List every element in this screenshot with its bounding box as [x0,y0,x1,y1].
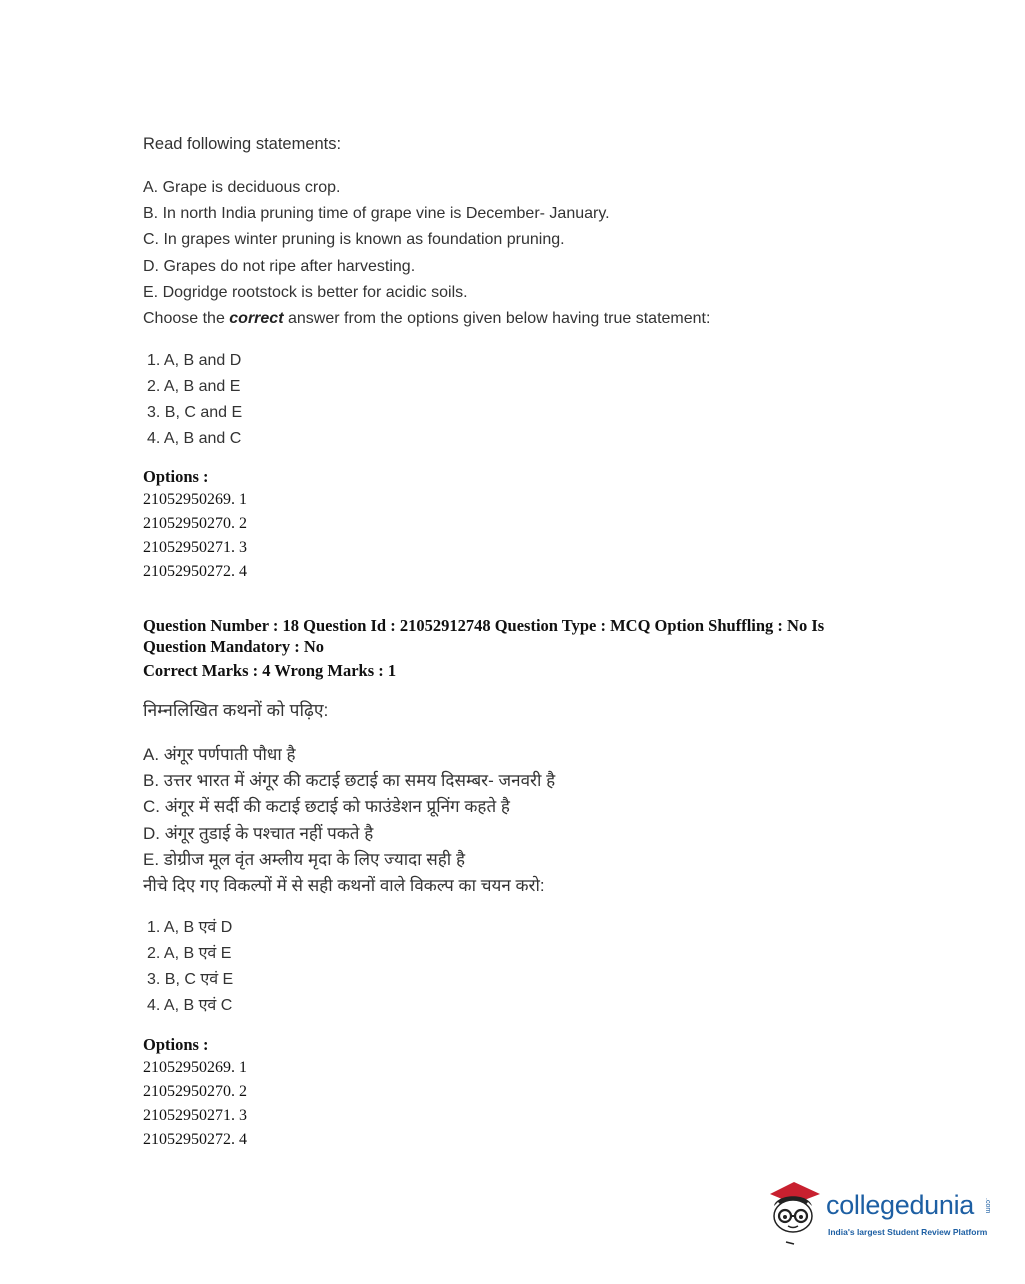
options-heading: Options : [143,467,209,486]
option-id-2: 21052950270. 2 [143,1083,247,1100]
statement-a: A. Grape is deciduous crop. [143,179,341,196]
option-id-4: 21052950272. 4 [143,1131,247,1148]
answer-1-hi: 1. A, B एवं D [147,919,233,937]
statement-d: D. Grapes do not ripe after harvesting. [143,257,416,275]
logo-brand: collegedunia [826,1190,975,1220]
answer-list [143,348,710,452]
mascot-icon [764,1176,824,1246]
answer-1: 1. A, B and D [147,352,242,370]
logo-tagline: India's largest Student Review Platform [828,1227,988,1237]
statement-e-hi: E. डोग्रीज मूल वृंत अम्लीय मृदा के लिए ज्यादा सही है [143,849,465,869]
options-block-2 [143,1033,247,1152]
statement-d-hi: D. अंगूर तुडाई के पश्चात नहीं पकते है [143,823,374,843]
option-id-3: 21052950271. 3 [143,539,247,556]
choose-emphasis: correct [229,310,284,328]
option-id-1: 21052950269. 1 [143,1059,247,1076]
answer-list-hi [143,915,555,1019]
question-intro-hi: निम्नलिखित कथनों को पढ़िए: [143,700,329,720]
question-intro: Read following statements: [143,135,342,153]
question-en [143,133,710,452]
answer-3-hi: 3. B, C एवं E [147,971,234,989]
option-id-4: 21052950272. 4 [143,563,247,580]
choose-prefix: Choose the [143,310,230,328]
option-id-3: 21052950271. 3 [143,1107,247,1124]
choose-suffix: answer from the options given below having true statement: [283,310,711,328]
statement-a-hi: A. अंगूर पर्णपाती पौधा है [143,745,296,764]
meta-line-2: Question Mandatory : No [143,637,325,656]
options-heading: Options : [143,1035,209,1054]
answer-2-hi: 2. A, B एवं E [147,945,232,963]
statement-c-hi: C. अंगूर में सर्दी की कटाई छटाई को फाउंडेशन प्रूनिंग कहते है [143,797,510,817]
statement-c: C. In grapes winter pruning is known as foundation pruning. [143,231,565,249]
answer-4: 4. A, B and C [147,430,242,448]
question-hi [143,698,555,1019]
statement-b: B. In north India pruning time of grape vine is December- January. [143,205,610,223]
answer-2: 2. A, B and E [147,378,241,396]
choose-instruction [143,306,710,332]
collegedunia-logo [764,1176,994,1246]
statement-e: E. Dogridge rootstock is better for acidic soils. [143,283,468,301]
logo-domain: .com [984,1198,991,1214]
question-meta [143,615,873,681]
option-id-2: 21052950270. 2 [143,515,247,532]
options-block-1 [143,465,247,584]
statement-b-hi: B. उत्तर भारत में अंगूर की कटाई छटाई का समय दिसम्बर- जनवरी है [143,771,556,791]
choose-instruction-hi: नीचे दिए गए विकल्पों में से सही कथनों वाले विकल्प का चयन करो: [143,876,545,896]
answer-3: 3. B, C and E [147,404,243,422]
option-id-1: 21052950269. 1 [143,491,247,508]
meta-marks: Correct Marks : 4 Wrong Marks : 1 [143,661,397,680]
answer-4-hi: 4. A, B एवं C [147,997,233,1015]
meta-line-1: Question Number : 18 Question Id : 21052912748 Question Type : MCQ Option Shuffling : No Is [143,616,825,635]
